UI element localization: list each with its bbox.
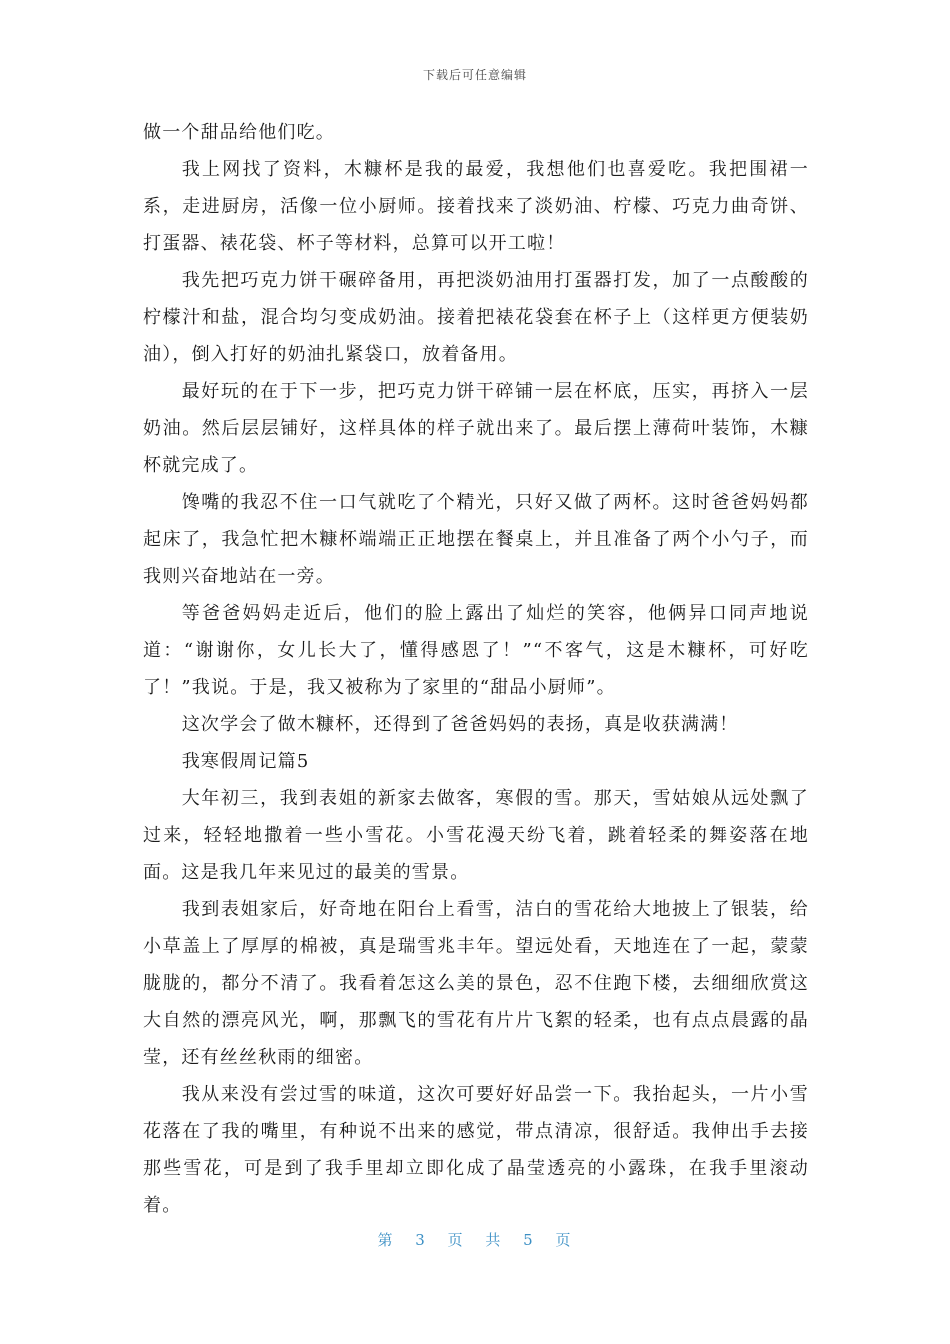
paragraph: 最好玩的在于下一步，把巧克力饼干碎铺一层在杯底，压实，再挤入一层奶油。然后层层铺好，这样具体的样子就出来了。最后摆上薄荷叶装饰，木糠杯就完成了。 [143, 381, 809, 476]
paragraph: 做一个甜品给他们吃。 [143, 122, 335, 143]
paragraph: 馋嘴的我忍不住一口气就吃了个精光，只好又做了两杯。这时爸爸妈妈都起床了，我急忙把木糠杯端端正正地摆在餐桌上，并且准备了两个小勺子，而我则兴奋地站在一旁。 [143, 492, 809, 587]
page-header: 下载后可任意编辑 [422, 68, 527, 82]
paragraph: 我先把巧克力饼干碾碎备用，再把淡奶油用打蛋器打发，加了一点酸酸的柠檬汁和盐，混合均匀变成奶油。接着把裱花袋套在杯子上（这样更方便装奶油），倒入打好的奶油扎紧袋口，放着备用。 [143, 270, 809, 365]
page-number-footer: 第 3 页 共 5 页 [377, 1231, 573, 1249]
paragraph: 我从来没有尝过雪的味道，这次可要好好品尝一下。我抬起头，一片小雪花落在了我的嘴里，有种说不出来的感觉，带点清凉，很舒适。我伸出手去接那些雪花，可是到了我手里却立即化成了晶莹透亮的小露珠，在我手里滚动着。 [143, 1084, 809, 1216]
paragraph: 等爸爸妈妈走近后，他们的脸上露出了灿烂的笑容，他俩异口同声地说道：“谢谢你，女儿长大了，懂得感恩了！”“不客气，这是木糠杯，可好吃了！”我说。于是，我又被称为了家里的“甜品小厨师”。 [143, 603, 809, 698]
paragraph: 这次学会了做木糠杯，还得到了爸爸妈妈的表扬，真是收获满满！ [181, 714, 739, 735]
section-title: 我寒假周记篇5 [181, 751, 310, 772]
paragraph: 我到表姐家后，好奇地在阳台上看雪，洁白的雪花给大地披上了银装，给小草盖上了厚厚的棉被，真是瑞雪兆丰年。望远处看，天地连在了一起，蒙蒙胧胧的，都分不清了。我看着怎这么美的景色，忍不住跑下楼，去细细欣赏这大自然的漂亮风光，啊，那飘飞的雪花有片片飞絮的轻柔，也有点点晨露的晶莹，还有丝丝秋雨的细密。 [143, 899, 809, 1068]
document-body [143, 114, 809, 1224]
paragraph: 我上网找了资料，木糠杯是我的最爱，我想他们也喜爱吃。我把围裙一系，走进厨房，活像一位小厨师。接着找来了淡奶油、柠檬、巧克力曲奇饼、打蛋器、裱花袋、杯子等材料，总算可以开工啦！ [143, 159, 809, 254]
paragraph: 大年初三，我到表姐的新家去做客，寒假的雪。那天，雪姑娘从远处飘了过来，轻轻地撒着一些小雪花。小雪花漫天纷飞着，跳着轻柔的舞姿落在地面。这是我几年来见过的最美的雪景。 [143, 788, 809, 883]
